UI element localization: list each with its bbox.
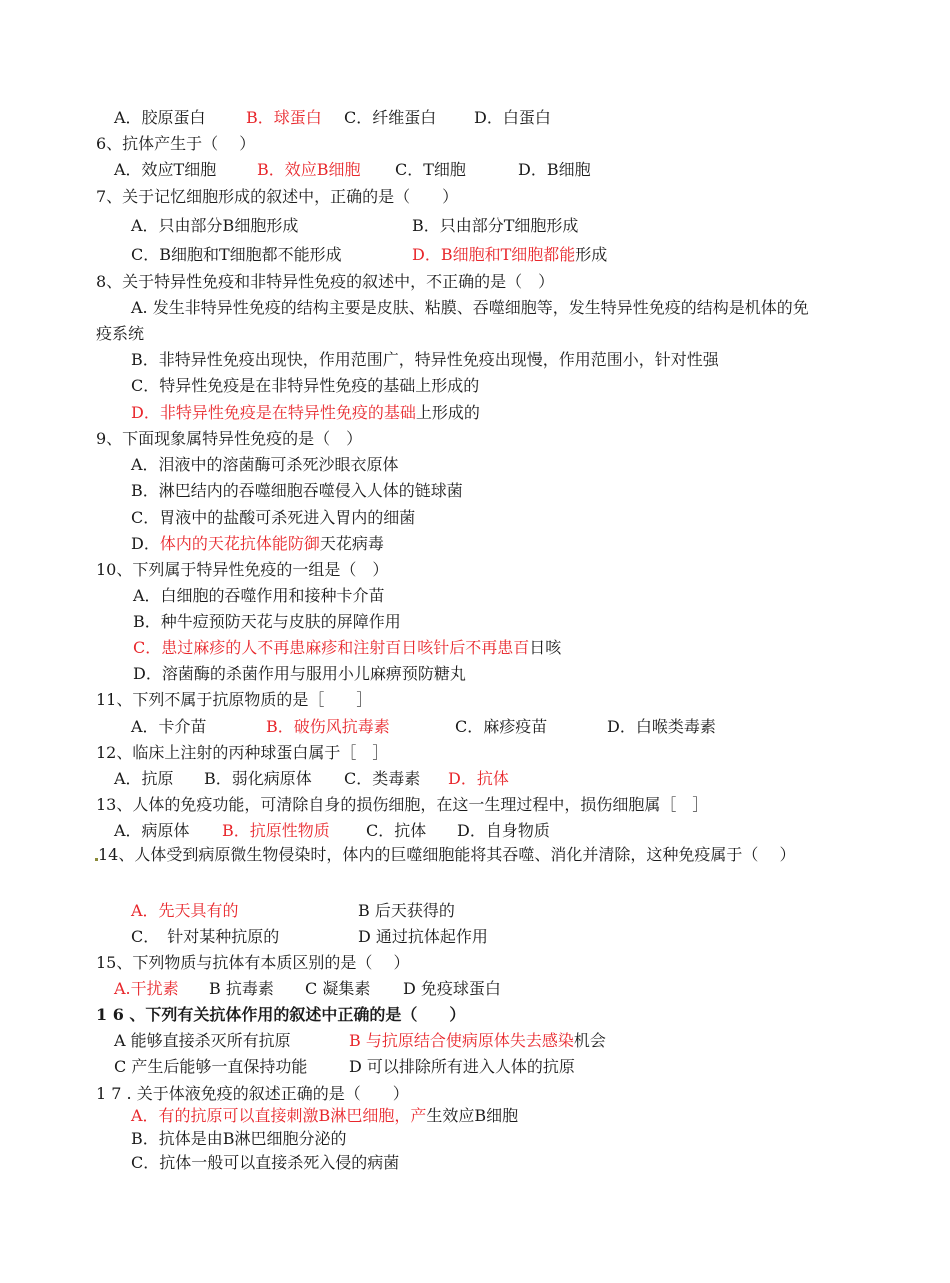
question-11: 11、下列不属于抗原物质的是［ ］ [96,690,373,709]
option-d-line [412,245,607,265]
option-a-line2: 疫系统 [96,324,145,343]
option-c: C 凝集素 [305,979,371,998]
question-8: 8、关于特异性免疫和非特异性免疫的叙述中，不正确的是（ ） [96,272,555,291]
option-d-prefix: D． [131,534,160,553]
option-c: C．纤维蛋白 [344,108,437,127]
option-c: C． 针对某种抗原的 [131,927,280,946]
option-b-answer: B．球蛋白 [246,108,322,127]
option-a: A．胶原蛋白 [114,108,206,127]
question-10: 10、下列属于特异性免疫的一组是（ ） [96,560,389,579]
option-d-answer: D．B细胞和T细胞都能 [412,245,576,264]
option-d: D 可以排除所有进入人体的抗原 [349,1057,575,1076]
question-13: 13、人体的免疫功能，可清除自身的损伤细胞，在这一生理过程中，损伤细胞属［ ］ [96,795,709,814]
option-b-line [349,1031,606,1051]
option-b: B．淋巴结内的吞噬细胞吞噬侵入人体的链球菌 [131,481,463,500]
option-a: A 能够直接杀灭所有抗原 [114,1031,291,1050]
option-d: D．白喉类毒素 [607,717,716,736]
option-c: C．胃液中的盐酸可杀死进入胃内的细菌 [131,508,416,527]
option-a: A．只由部分B细胞形成 [131,216,299,235]
question-7: 7、关于记忆细胞形成的叙述中，正确的是（ ） [96,187,459,206]
option-b: B 抗毒素 [209,979,274,998]
option-a: A．效应T细胞 [114,160,217,179]
question-14: 14、人体受到病原微生物侵染时，体内的巨噬细胞能将其吞噬、消化并清除，这种免疫属于（ ） [98,845,796,864]
option-a-line [131,1106,518,1126]
question-16: 1 6 、下列有关抗体作用的叙述中正确的是（ ） [96,1005,466,1024]
option-b: B 后天获得的 [358,901,455,920]
option-b-answer: B 与抗原结合使病原体失去感染 [349,1031,574,1050]
option-d-answer: D．抗体 [448,769,509,788]
option-b-answer: B．效应B细胞 [257,160,361,179]
option-a: A．病原体 [114,821,190,840]
option-b-tail: 机会 [573,1031,606,1050]
question-9: 9、下面现象属特异性免疫的是（ ） [96,429,363,448]
option-b-answer: B．破伤风抗毒素 [266,717,390,736]
option-b-answer: B．抗原性物质 [222,821,330,840]
option-b: B．只由部分T细胞形成 [412,216,579,235]
option-d-tail: 形成 [575,245,608,264]
question-12: 12、临床上注射的丙种球蛋白属于［ ］ [96,743,389,762]
option-c: C．抗体 [366,821,427,840]
option-d: D 通过抗体起作用 [358,927,488,946]
option-c: C 产生后能够一直保持功能 [114,1057,308,1076]
option-b: B．非特异性免疫出现快，作用范围广，特异性免疫出现慢，作用范围小，针对性强 [131,350,719,369]
option-a: A．泪液中的溶菌酶可杀死沙眼衣原体 [131,455,399,474]
option-d-line [131,403,480,423]
question-15: 15、下列物质与抗体有本质区别的是（ ） [96,953,410,972]
option-a-answer: A.干扰素 [114,979,179,998]
option-c: C．麻疹疫苗 [455,717,548,736]
option-a: A．抗原 [114,769,174,788]
option-d-answer: D．非特异性免疫是在特异性免疫的基础 [131,403,416,422]
option-a-answer: A．有的抗原可以直接刺激B淋巴细胞，产 [131,1106,427,1125]
option-c-tail: 日咳 [529,638,562,657]
option-c-line [133,638,561,658]
option-c: C．T细胞 [395,160,466,179]
option-d-tail: 天花病毒 [319,534,384,553]
question-17: 1 7 . 关于体液免疫的叙述正确的是（ ） [96,1084,409,1103]
option-d-answer: 体内的天花抗体能防御 [159,534,320,553]
option-b: B．弱化病原体 [204,769,312,788]
option-a: A．白细胞的吞噬作用和接种卡介苗 [133,586,385,605]
question-6: 6、抗体产生于（ ） [96,134,256,153]
option-b: B．抗体是由B淋巴细胞分泌的 [131,1129,347,1148]
option-d-tail: 上形成的 [415,403,480,422]
option-c: C．抗体一般可以直接杀死入侵的病菌 [131,1153,400,1172]
option-c: C．特异性免疫是在非特异性免疫的基础上形成的 [131,376,480,395]
option-d-line [131,534,384,554]
option-d: D．溶菌酶的杀菌作用与服用小儿麻痹预防糖丸 [133,664,466,683]
option-a-line1: A. 发生非特异性免疫的结构主要是皮肤、粘膜、吞噬细胞等，发生特异性免疫的结构是机体的免 [131,298,809,317]
option-d: D．自身物质 [457,821,550,840]
option-a-tail: 生效应B细胞 [426,1106,519,1125]
option-d: D．白蛋白 [474,108,551,127]
option-c-answer: C．患过麻疹的人不再患麻疹和注射百日咳针后不再患百 [133,638,530,657]
option-d: D．B细胞 [518,160,591,179]
option-a: A．卡介苗 [131,717,207,736]
option-b: B．种牛痘预防天花与皮肤的屏障作用 [133,612,401,631]
option-c: C．B细胞和T细胞都不能形成 [131,245,342,264]
option-c: C．类毒素 [344,769,421,788]
option-d: D 免疫球蛋白 [403,979,501,998]
option-a-answer: A．先天具有的 [131,901,239,920]
